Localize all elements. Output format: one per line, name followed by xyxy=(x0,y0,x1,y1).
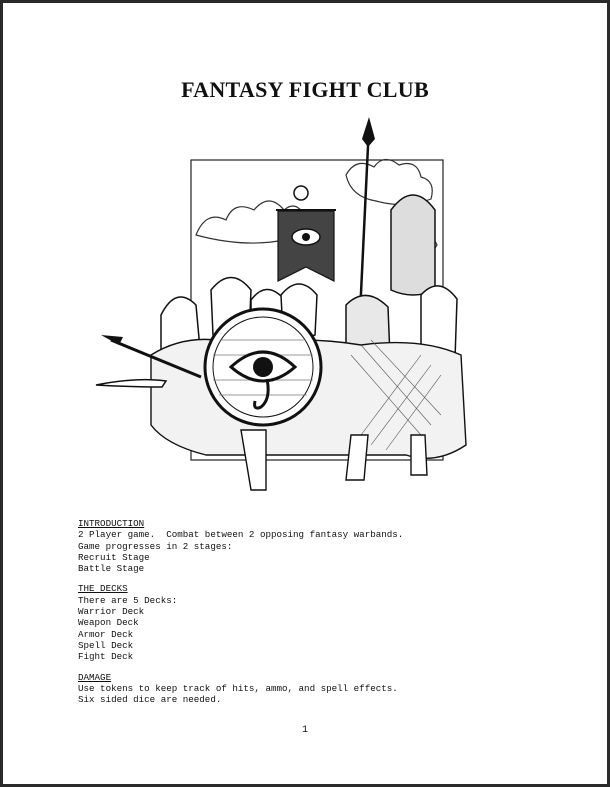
introduction-heading: INTRODUCTION xyxy=(78,518,145,529)
introduction-line: Game progresses in 2 stages: xyxy=(78,540,233,552)
decks-line: Fight Deck xyxy=(78,651,134,663)
introduction-line: 2 Player game. Combat between 2 opposing fantasy warbands. xyxy=(78,529,404,541)
page-number: 1 xyxy=(301,725,308,736)
decks-line: Warrior Deck xyxy=(78,606,145,618)
decks-line: Spell Deck xyxy=(78,639,134,651)
introduction-line: Battle Stage xyxy=(78,563,145,575)
decks-heading: THE DECKS xyxy=(78,583,128,595)
decks-line: Armor Deck xyxy=(78,628,134,640)
introduction-line: Recruit Stage xyxy=(78,551,150,563)
decks-line: There are 5 Decks: xyxy=(78,594,178,606)
damage-line: Use tokens to keep track of hits, ammo, and spell effects. xyxy=(78,682,398,694)
decks-line: Weapon Deck xyxy=(78,617,139,629)
eye-shield-drawing xyxy=(205,309,321,425)
damage-line: Six sided dice are needed. xyxy=(78,694,222,706)
document-title: FANTASY FIGHT CLUB xyxy=(181,77,429,102)
rules-text xyxy=(78,518,548,705)
damage-heading: DAMAGE xyxy=(78,671,112,683)
warband-illustration xyxy=(91,115,531,500)
